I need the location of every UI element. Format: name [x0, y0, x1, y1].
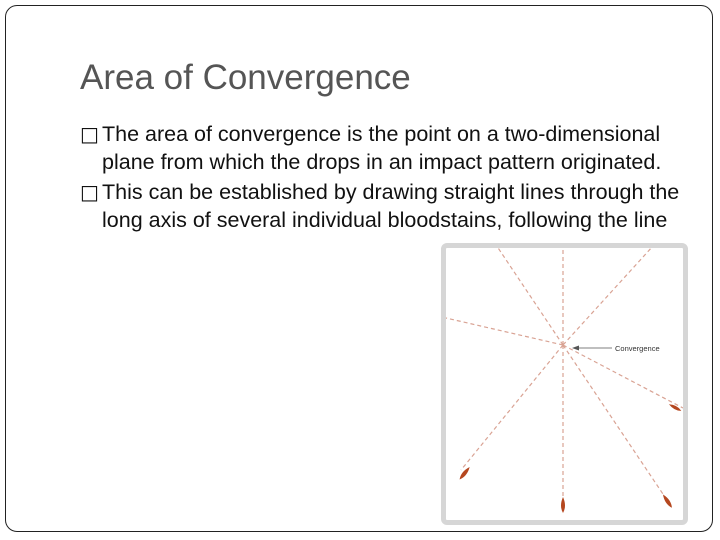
convergence-line [563, 345, 671, 506]
slide-title: Area of Convergence [80, 58, 411, 97]
bloodstains [458, 403, 682, 513]
bullet-item [80, 178, 700, 234]
convergence-callout [572, 344, 660, 353]
convergence-diagram-svg [446, 248, 683, 520]
bullet-item [80, 120, 700, 176]
convergence-label: Convergence [615, 344, 660, 353]
convergence-lines [446, 248, 683, 506]
bullet-marker-icon: □ [80, 180, 99, 204]
convergence-line [458, 248, 563, 345]
convergence-line [461, 345, 563, 470]
bullet-text: The area of convergence is the point on a two-dimensional plane from which the drops in an impact pattern originated. [102, 122, 662, 174]
bullet-marker-icon: □ [80, 122, 99, 146]
convergence-line [563, 345, 683, 408]
convergence-diagram [441, 243, 688, 525]
bloodstain-icon [458, 466, 471, 481]
bullet-list [80, 120, 700, 236]
arrow-left-icon [572, 346, 579, 351]
bloodstain-icon [561, 497, 565, 513]
bloodstain-icon [661, 493, 673, 509]
bullet-text: This can be established by drawing straight lines through the long axis of several individual bloodstains, following the line [102, 180, 680, 232]
convergence-line [563, 248, 683, 345]
convergence-line [446, 318, 563, 345]
